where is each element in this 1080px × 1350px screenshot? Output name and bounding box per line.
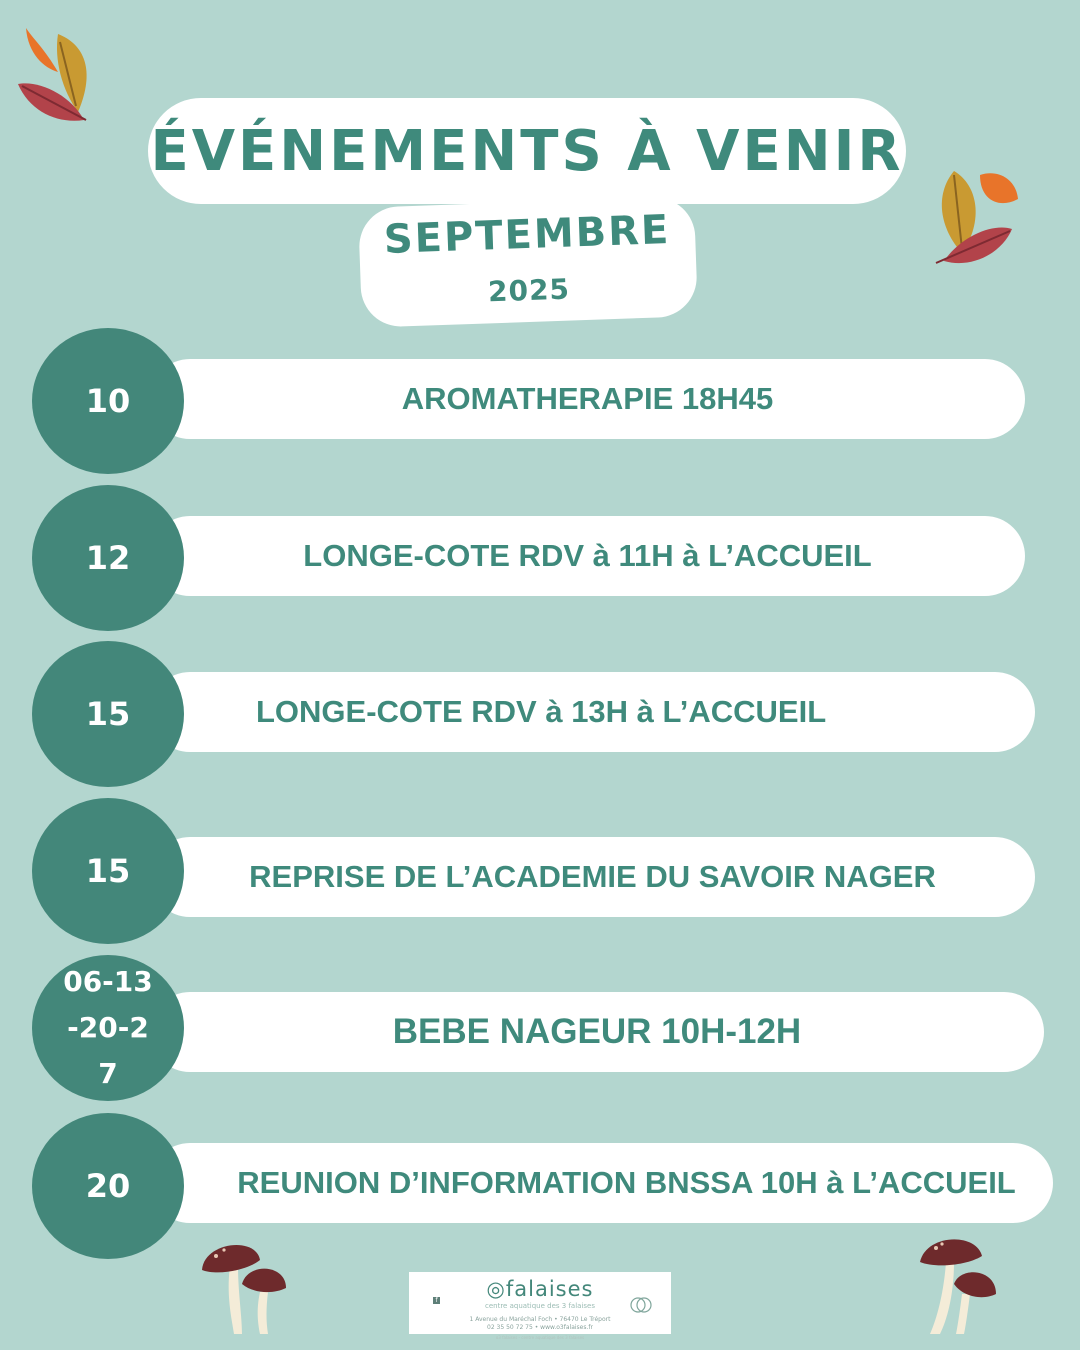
event-row: [150, 359, 1025, 439]
event-label: BEBE NAGEUR 10H-12H: [392, 1012, 802, 1051]
month-banner: [358, 196, 698, 328]
autumn-leaves-icon: [14, 20, 106, 128]
event-date: 15: [32, 641, 184, 787]
year-label: 2025: [487, 272, 571, 309]
footer-contact: 02 35 50 72 75 • www.o3falaises.fr: [487, 1324, 593, 1331]
page-title: ÉVÉNEMENTS À VENIR: [150, 118, 904, 184]
month-label: SEPTEMBRE: [383, 207, 672, 264]
event-row: [150, 672, 1035, 752]
event-date: 15: [32, 798, 184, 944]
event-row: [150, 837, 1035, 917]
footer-tagline: centre aquatique des 3 falaises: [485, 1302, 595, 1310]
footer-fine-print: o3 falaises - centre aquatique des 3 falaises: [495, 1335, 585, 1340]
footer-logo-card: [409, 1272, 671, 1340]
event-label: AROMATHERAPIE 18H45: [401, 381, 774, 416]
event-label: REUNION D’INFORMATION BNSSA 10H à L’ACCUEIL: [237, 1165, 1016, 1200]
eco-label-icon: [629, 1296, 657, 1314]
mushroom-icon: [918, 1234, 1000, 1338]
event-label: LONGE-COTE RDV à 13H à L’ACCUEIL: [256, 694, 827, 729]
facebook-icon: f: [433, 1297, 440, 1304]
mushroom-icon: [198, 1236, 290, 1338]
event-date-text: 06-13-20-27: [63, 965, 153, 1090]
event-row: [150, 516, 1025, 596]
title-banner: [148, 98, 906, 204]
logo-mark-icon: ◎: [486, 1277, 506, 1301]
event-label: LONGE-COTE RDV à 11H à L’ACCUEIL: [303, 538, 872, 573]
logo-text: falaises: [505, 1277, 594, 1301]
event-label: REPRISE DE L’ACADEMIE DU SAVOIR NAGER: [249, 859, 936, 894]
event-date: [32, 955, 184, 1101]
event-row: [150, 992, 1044, 1072]
event-date: 12: [32, 485, 184, 631]
footer-address: 1 Avenue du Maréchal Foch • 76470 Le Tréport: [469, 1316, 611, 1323]
event-row: [150, 1143, 1053, 1223]
event-date: 20: [32, 1113, 184, 1259]
event-date: 10: [32, 328, 184, 474]
autumn-leaves-icon: [928, 165, 1024, 275]
brand-logo: [487, 1277, 594, 1301]
